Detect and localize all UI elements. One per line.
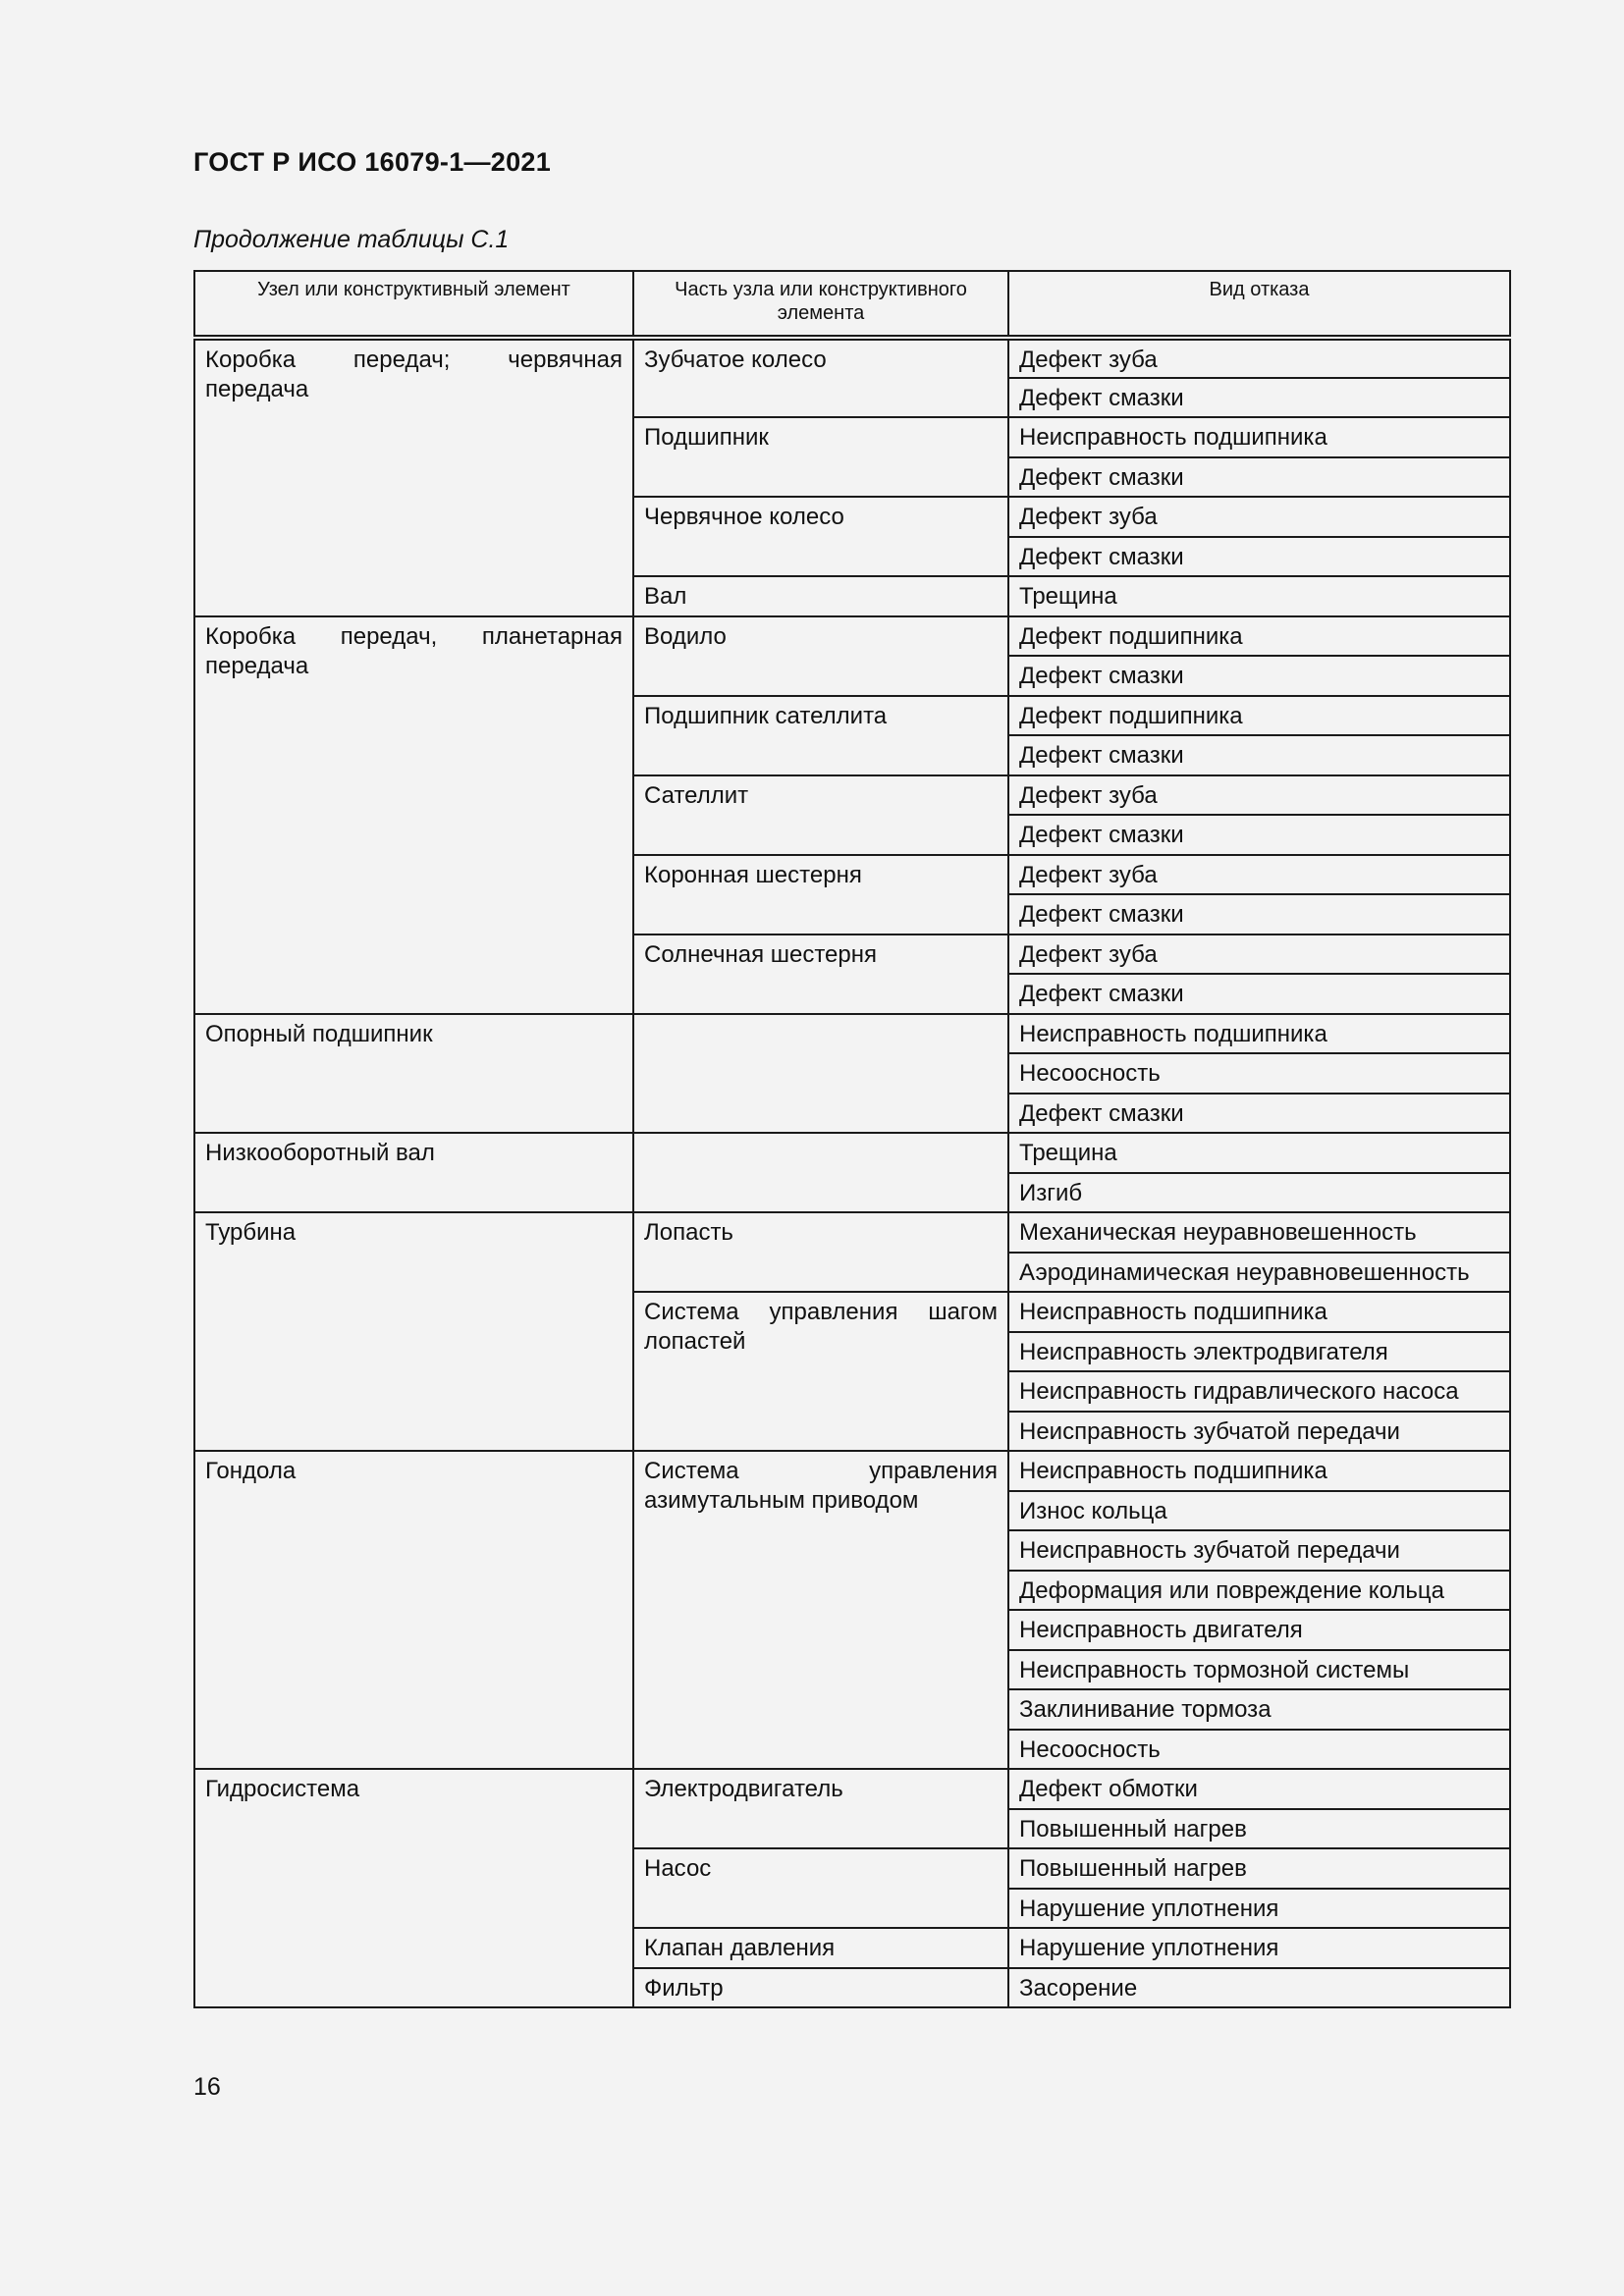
part-cell: Лопасть (633, 1212, 1008, 1292)
column-header-unit: Узел или конструктивный элемент (194, 271, 633, 338)
unit-cell: Низкооборотный вал (194, 1133, 633, 1212)
table-row (194, 1769, 1510, 1809)
part-cell: Фильтр (633, 1968, 1008, 2008)
failure-cell: Дефект зуба (1008, 855, 1510, 895)
failure-cell: Дефект смазки (1008, 537, 1510, 577)
unit-cell: Гондола (194, 1451, 633, 1769)
failure-cell: Дефект подшипника (1008, 696, 1510, 736)
failure-cell: Несоосность (1008, 1730, 1510, 1770)
unit-cell: Опорный подшипник (194, 1014, 633, 1134)
failure-cell: Механическая неуравновешенность (1008, 1212, 1510, 1253)
failure-cell: Дефект зуба (1008, 497, 1510, 537)
part-cell: Зубчатое колесо (633, 338, 1008, 417)
part-cell: Подшипник (633, 417, 1008, 497)
failure-cell: Дефект смазки (1008, 457, 1510, 498)
table-body (194, 338, 1510, 2007)
failure-cell: Дефект смазки (1008, 656, 1510, 696)
failure-cell: Неисправность зубчатой передачи (1008, 1412, 1510, 1452)
failure-cell: Дефект смазки (1008, 735, 1510, 775)
part-cell: Система управления азимутальным приводом (633, 1451, 1008, 1769)
failure-cell: Повышенный нагрев (1008, 1848, 1510, 1889)
failure-cell: Дефект смазки (1008, 894, 1510, 934)
failure-cell: Заклинивание тормоза (1008, 1689, 1510, 1730)
part-cell: Клапан давления (633, 1928, 1008, 1968)
table-row (194, 1014, 1510, 1054)
part-cell: Вал (633, 576, 1008, 616)
failure-cell: Неисправность зубчатой передачи (1008, 1530, 1510, 1571)
part-cell: Подшипник сателлита (633, 696, 1008, 775)
table-caption: Продолжение таблицы С.1 (193, 226, 510, 253)
failure-cell: Дефект зуба (1008, 775, 1510, 816)
table-row (194, 338, 1510, 378)
part-cell: Электродвигатель (633, 1769, 1008, 1848)
failure-cell: Трещина (1008, 576, 1510, 616)
failure-cell: Неисправность подшипника (1008, 1451, 1510, 1491)
failure-cell: Дефект смазки (1008, 974, 1510, 1014)
table-row (194, 1133, 1510, 1173)
unit-cell: Коробка передач; червячная передача (194, 338, 633, 616)
failure-cell: Неисправность тормозной системы (1008, 1650, 1510, 1690)
column-header-part: Часть узла или конструктивного элемента (633, 271, 1008, 338)
failure-cell: Нарушение уплотнения (1008, 1889, 1510, 1929)
failure-cell: Неисправность подшипника (1008, 1014, 1510, 1054)
failure-cell: Неисправность подшипника (1008, 417, 1510, 457)
failure-cell: Несоосность (1008, 1053, 1510, 1094)
document-header: ГОСТ Р ИСО 16079-1—2021 (193, 147, 552, 177)
unit-cell: Коробка передач, планетарная передача (194, 616, 633, 1014)
failure-cell: Дефект обмотки (1008, 1769, 1510, 1809)
page-number: 16 (193, 2073, 221, 2101)
failure-cell: Неисправность электродвигателя (1008, 1332, 1510, 1372)
part-cell: Солнечная шестерня (633, 934, 1008, 1014)
part-cell: Коронная шестерня (633, 855, 1008, 934)
part-cell: Сателлит (633, 775, 1008, 855)
table-header-row (194, 271, 1510, 338)
part-cell: Насос (633, 1848, 1008, 1928)
part-cell (633, 1014, 1008, 1134)
failure-cell: Неисправность двигателя (1008, 1610, 1510, 1650)
failure-cell: Аэродинамическая неуравновешенность (1008, 1253, 1510, 1293)
failure-cell: Неисправность подшипника (1008, 1292, 1510, 1332)
failure-cell: Неисправность гидравлического насоса (1008, 1371, 1510, 1412)
failure-cell: Деформация или повреждение кольца (1008, 1571, 1510, 1611)
part-cell: Система управления шагом лопастей (633, 1292, 1008, 1451)
failure-cell: Дефект смазки (1008, 378, 1510, 418)
table-row (194, 1212, 1510, 1253)
table-row (194, 1451, 1510, 1491)
part-cell: Водило (633, 616, 1008, 696)
failure-cell: Износ кольца (1008, 1491, 1510, 1531)
part-cell (633, 1133, 1008, 1212)
failure-cell: Дефект зуба (1008, 338, 1510, 378)
failure-cell: Дефект зуба (1008, 934, 1510, 975)
unit-cell: Турбина (194, 1212, 633, 1451)
table-row (194, 616, 1510, 657)
failure-cell: Трещина (1008, 1133, 1510, 1173)
failure-cell: Изгиб (1008, 1173, 1510, 1213)
failure-modes-table (193, 270, 1511, 2008)
failure-cell: Дефект подшипника (1008, 616, 1510, 657)
column-header-failure: Вид отказа (1008, 271, 1510, 338)
failure-cell: Дефект смазки (1008, 1094, 1510, 1134)
failure-cell: Засорение (1008, 1968, 1510, 2008)
failure-cell: Дефект смазки (1008, 815, 1510, 855)
failure-cell: Нарушение уплотнения (1008, 1928, 1510, 1968)
unit-cell: Гидросистема (194, 1769, 633, 2007)
failure-cell: Повышенный нагрев (1008, 1809, 1510, 1849)
part-cell: Червячное колесо (633, 497, 1008, 576)
